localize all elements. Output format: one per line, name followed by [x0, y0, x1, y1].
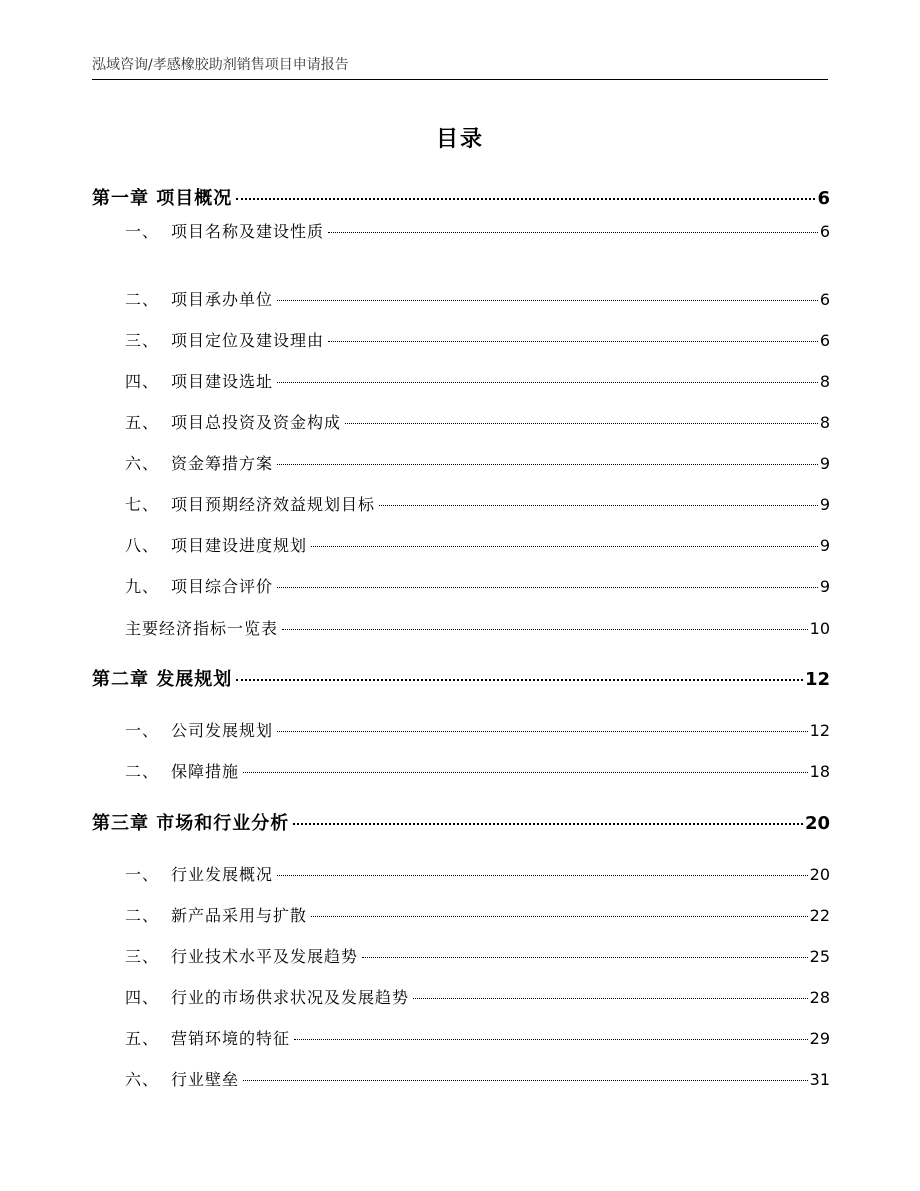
toc-section-label: 项目名称及建设性质: [171, 222, 325, 241]
toc-section-number: 五、: [125, 413, 160, 432]
toc-page-number: 18: [809, 762, 830, 781]
toc-page-number: 6: [819, 290, 830, 309]
dot-leader: [379, 505, 818, 506]
toc-section-1-2[interactable]: [125, 287, 830, 310]
toc-section-1-7[interactable]: [125, 492, 830, 515]
toc-section-2-2[interactable]: [125, 759, 830, 782]
toc-page-number: 20: [809, 865, 830, 884]
toc-page-number: 20: [804, 813, 830, 834]
toc-page-number: 9: [819, 577, 830, 596]
toc-title: 目录: [435, 127, 484, 152]
dot-leader: [236, 679, 803, 681]
toc-section-3-1[interactable]: [125, 862, 830, 885]
toc-section-label: 行业壁垒: [171, 1070, 240, 1089]
toc-section-number: 七、: [125, 495, 160, 514]
dot-leader: [243, 772, 808, 773]
toc-section-label: 行业的市场供求状况及发展趋势: [171, 988, 410, 1007]
toc-section-label: 项目综合评价: [171, 577, 274, 596]
dot-leader: [311, 916, 808, 917]
dot-leader: [413, 998, 808, 999]
toc-section-1-9[interactable]: [125, 574, 830, 597]
toc-section-number: 一、: [125, 222, 160, 241]
toc-page-number: 10: [809, 619, 830, 638]
toc-section-number: 四、: [125, 988, 160, 1007]
toc-section-1-8[interactable]: [125, 533, 830, 556]
toc-section-3-3[interactable]: [125, 944, 830, 967]
toc-section-label: 项目建设选址: [171, 372, 274, 391]
toc-section-number: 一、: [125, 865, 160, 884]
dot-leader: [293, 823, 803, 825]
toc-page-number: 12: [809, 721, 830, 740]
toc-chapter-1[interactable]: [92, 184, 830, 210]
toc-page-number: 12: [804, 669, 830, 690]
toc-section-number: 三、: [125, 947, 160, 966]
toc-section-label: 营销环境的特征: [171, 1029, 291, 1048]
toc-chapter-3[interactable]: [92, 809, 830, 835]
toc-section-number: 六、: [125, 1070, 160, 1089]
toc-section-label: 行业技术水平及发展趋势: [171, 947, 359, 966]
toc-section-number: 九、: [125, 577, 160, 596]
toc-page-number: 9: [819, 454, 830, 473]
toc-section-3-4[interactable]: [125, 985, 830, 1008]
dot-leader: [277, 731, 808, 732]
toc-page-number: 22: [809, 906, 830, 925]
toc-section-label: 资金筹措方案: [171, 454, 274, 473]
toc-section-label: 公司发展规划: [171, 721, 274, 740]
toc-page-number: 29: [809, 1029, 830, 1048]
toc-page-number: 31: [809, 1070, 830, 1089]
toc-chapter-2[interactable]: [92, 665, 830, 691]
toc-section-3-6[interactable]: [125, 1067, 830, 1090]
toc-chapter-label: 第三章 市场和行业分析: [92, 813, 290, 834]
toc-section-label: 项目预期经济效益规划目标: [171, 495, 376, 514]
dot-leader: [236, 198, 815, 200]
toc-section-number: 二、: [125, 906, 160, 925]
toc-page-number: 9: [819, 495, 830, 514]
dot-leader: [362, 957, 808, 958]
toc-section-label: 主要经济指标一览表: [125, 619, 279, 638]
toc-section-label: 项目建设进度规划: [171, 536, 308, 555]
toc-page-number: 9: [819, 536, 830, 555]
toc-section-number: 一、: [125, 721, 160, 740]
toc-section-number: 四、: [125, 372, 160, 391]
toc-section-label: 项目定位及建设理由: [171, 331, 325, 350]
dot-leader: [277, 587, 818, 588]
dot-leader: [243, 1080, 808, 1081]
dot-leader: [328, 341, 818, 342]
toc-page-number: 6: [817, 188, 830, 209]
dot-leader: [277, 875, 808, 876]
toc-page-number: 28: [809, 988, 830, 1007]
dot-leader: [277, 300, 818, 301]
toc-section-3-5[interactable]: [125, 1026, 830, 1049]
dot-leader: [282, 629, 808, 630]
dot-leader: [277, 464, 818, 465]
toc-page-number: 8: [819, 413, 830, 432]
toc-section-3-2[interactable]: [125, 903, 830, 926]
toc-section-number: 五、: [125, 1029, 160, 1048]
toc-section-1-5[interactable]: [125, 410, 830, 433]
toc-section-label: 项目总投资及资金构成: [171, 413, 342, 432]
toc-section-number: 二、: [125, 290, 160, 309]
toc-chapter-label: 第一章 项目概况: [92, 188, 233, 209]
toc-section-1-3[interactable]: [125, 328, 830, 351]
dot-leader: [345, 423, 818, 424]
toc-chapter-label: 第二章 发展规划: [92, 669, 233, 690]
toc-section-1-6[interactable]: [125, 451, 830, 474]
toc-page-number: 6: [819, 222, 830, 241]
toc-section-1-1[interactable]: [125, 219, 830, 242]
toc-section-label: 新产品采用与扩散: [171, 906, 308, 925]
dot-leader: [311, 546, 818, 547]
dot-leader: [294, 1039, 808, 1040]
toc-section-number: 三、: [125, 331, 160, 350]
dot-leader: [277, 382, 818, 383]
header-divider: [92, 79, 828, 80]
toc-section-1-4[interactable]: [125, 369, 830, 392]
toc-section-label: 保障措施: [171, 762, 240, 781]
dot-leader: [328, 232, 818, 233]
toc-section-number: 六、: [125, 454, 160, 473]
toc-page-number: 6: [819, 331, 830, 350]
toc-section-label: 行业发展概况: [171, 865, 274, 884]
toc-page-number: 25: [809, 947, 830, 966]
toc-section-number: 二、: [125, 762, 160, 781]
toc-section-label: 项目承办单位: [171, 290, 274, 309]
toc-section-number: 八、: [125, 536, 160, 555]
toc-section-1-indicators[interactable]: [125, 616, 830, 639]
toc-page-number: 8: [819, 372, 830, 391]
running-header: 泓域咨询/孝感橡胶助剂销售项目申请报告: [92, 57, 349, 73]
toc-section-2-1[interactable]: [125, 718, 830, 741]
